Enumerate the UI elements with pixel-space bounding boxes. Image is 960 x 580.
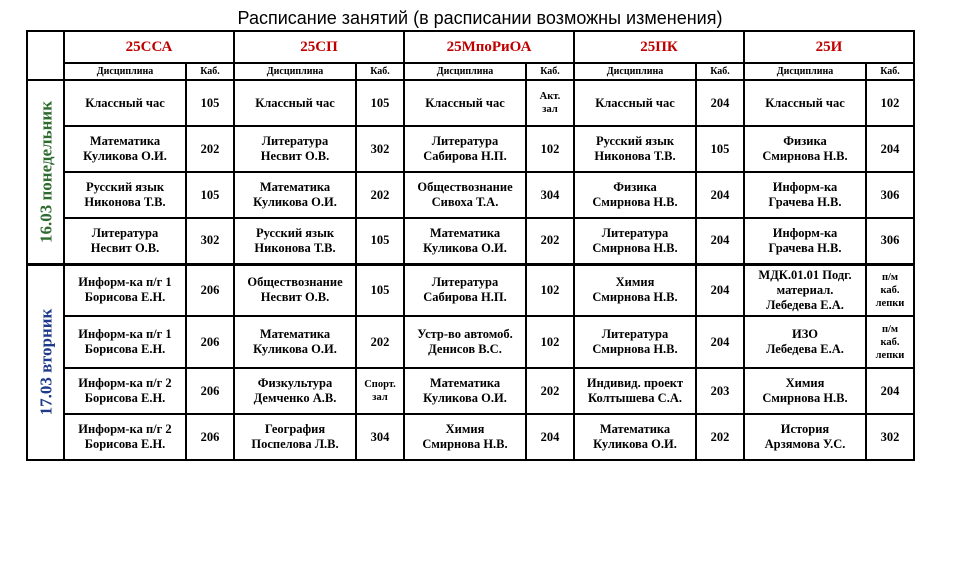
discipline-line: Индивид. проект [586,376,684,390]
room-line: 204 [710,334,730,349]
schedule-row [27,80,914,126]
room-cell [696,316,744,368]
room-cell [356,172,404,218]
discipline-cell [744,218,866,264]
discipline-line: Информ-ка [772,225,838,240]
discipline-line: Грачева Н.В. [768,240,842,255]
discipline-cell [64,126,186,172]
discipline-cell [234,172,356,218]
room-cell [186,126,234,172]
discipline-line: Информ-ка [772,180,838,194]
room-line: зал [542,104,558,115]
room-line: 202 [540,233,560,248]
discipline-line: Устр-во автомоб. [417,327,513,341]
room-line: 202 [540,383,560,398]
day-cell [27,264,64,460]
discipline-cell [234,218,356,264]
discipline-cell [404,126,526,172]
room-cell [356,316,404,368]
discipline-line: Смирнова Н.В. [592,290,678,305]
discipline-line: Информ-ка п/г 1 [78,275,172,290]
discipline-line: Смирнова Н.В. [592,342,678,356]
room-line: 105 [200,187,220,202]
discipline-line: Литература [601,225,669,240]
room-cell [866,316,914,368]
discipline-cell [404,80,526,126]
discipline-cell [744,264,866,316]
group-header-25ssa: 25ССА [64,31,234,63]
room-line: 204 [880,383,900,398]
group-header-25mporioa: 25МпоРиОА [404,31,574,63]
discipline-line: Несвит О.В. [90,240,160,255]
discipline-line: Лебедева Е.А. [766,297,844,312]
discipline-cell [64,264,186,316]
room-line: 206 [200,282,220,297]
discipline-line: Куликова О.И. [83,149,167,163]
room-line: 302 [370,141,390,156]
discipline-line: Арзямова У.С. [764,437,846,451]
discipline-line: Сабирова Н.П. [423,149,507,163]
discipline-line: Классный час [255,95,335,110]
room-line: каб. [880,336,900,348]
room-cell [526,316,574,368]
room-cell [526,172,574,218]
discipline-line: Никонова Т.В. [84,195,166,209]
room-line: 306 [880,187,900,202]
discipline-line: Куликова О.И. [253,342,337,356]
room-cell [526,264,574,316]
discipline-cell [574,172,696,218]
room-line: 102 [880,95,900,110]
discipline-line: Литература [431,275,499,290]
corner-cell [27,31,64,80]
room-line: 105 [370,282,390,297]
schedule-row [27,264,914,316]
schedule-row [27,368,914,414]
room-line: 304 [540,187,560,202]
group-header-25i: 25И [744,31,914,63]
discipline-line: Несвит О.В. [260,149,330,163]
schedule-row [27,414,914,460]
discipline-line: Литература [601,327,669,341]
discipline-line: Классный час [85,95,165,110]
discipline-line: МДК.01.01 Подг. [758,267,852,282]
discipline-cell [744,172,866,218]
discipline-line: Борисова Е.Н. [84,391,166,405]
room-line: 306 [880,233,900,248]
room-cell [526,80,574,126]
room-line: лепки [875,297,905,309]
room-cell [696,368,744,414]
room-cell [356,218,404,264]
discipline-cell [64,172,186,218]
discipline-cell [234,126,356,172]
room-line: 204 [710,233,730,248]
discipline-line: материал. [776,282,834,297]
room-line: зал [372,392,388,403]
discipline-line: Математика [259,327,331,341]
room-line: п/м [881,323,899,335]
discipline-line: Обществознание [247,275,343,290]
room-line: 105 [200,95,220,110]
group-header-25pk: 25ПК [574,31,744,63]
room-cell [526,368,574,414]
room-cell [526,218,574,264]
discipline-cell [744,316,866,368]
room-line: 105 [370,95,390,110]
room-cell [356,80,404,126]
discipline-line: Классный час [595,95,675,110]
discipline-cell [234,264,356,316]
room-line: 204 [540,429,560,444]
room-cell [186,80,234,126]
room-line: 204 [710,95,730,110]
discipline-header: Дисциплина [64,63,186,80]
discipline-line: Лебедева Е.А. [766,342,844,356]
room-cell [186,316,234,368]
discipline-cell [64,80,186,126]
discipline-cell [404,264,526,316]
room-line: 304 [370,429,390,444]
discipline-line: Литература [431,134,499,148]
discipline-line: Математика [429,225,501,240]
discipline-header: Дисциплина [234,63,356,80]
discipline-line: Классный час [425,95,505,110]
room-line: 206 [200,429,220,444]
day-cell [27,80,64,264]
discipline-line: Демченко А.В. [253,391,337,405]
discipline-line: География [264,422,326,436]
room-cell [186,172,234,218]
room-line: 102 [540,141,560,156]
room-line: 206 [200,383,220,398]
room-line: 102 [540,282,560,297]
discipline-line: Смирнова Н.В. [422,437,508,451]
room-cell [696,80,744,126]
room-cell [526,126,574,172]
room-line: 105 [370,233,390,248]
room-header: Каб. [186,63,234,80]
discipline-cell [404,218,526,264]
room-line: 102 [540,334,560,349]
discipline-line: Куликова О.И. [423,240,507,255]
room-line: лепки [875,349,905,361]
discipline-line: Денисов В.С. [428,342,502,356]
schedule-row [27,172,914,218]
day-label: 16.03 понедельник [36,100,55,243]
room-cell [696,264,744,316]
room-cell [866,172,914,218]
room-cell [356,414,404,460]
room-cell [866,126,914,172]
discipline-cell [234,368,356,414]
discipline-cell [404,414,526,460]
room-cell [186,414,234,460]
group-header-25sp: 25СП [234,31,404,63]
room-cell [356,126,404,172]
discipline-line: Русский язык [85,180,165,194]
room-header: Каб. [526,63,574,80]
discipline-cell [234,316,356,368]
discipline-line: Информ-ка п/г 1 [78,327,172,341]
discipline-line: Информ-ка п/г 2 [78,376,172,390]
discipline-header: Дисциплина [574,63,696,80]
discipline-cell [574,80,696,126]
discipline-cell [574,264,696,316]
discipline-line: Химия [785,376,825,390]
schedule-row [27,126,914,172]
room-cell [186,218,234,264]
discipline-cell [574,368,696,414]
discipline-line: Смирнова Н.В. [592,240,678,255]
discipline-line: Русский язык [595,134,675,148]
schedule-table [26,30,915,461]
discipline-line: Физика [613,180,657,194]
room-cell [356,264,404,316]
discipline-line: Колтышева С.А. [588,391,682,405]
discipline-line: Смирнова Н.В. [762,391,848,405]
room-line: 202 [370,334,390,349]
discipline-cell [234,414,356,460]
room-cell [186,264,234,316]
discipline-line: Никонова Т.В. [594,149,676,163]
room-cell [186,368,234,414]
subheader-row [27,63,914,80]
discipline-line: Смирнова Н.В. [762,149,848,163]
room-line: 203 [710,383,730,398]
discipline-line: Поспелова Л.В. [251,437,339,451]
discipline-cell [744,414,866,460]
discipline-line: Классный час [765,95,845,110]
room-cell [696,218,744,264]
discipline-cell [404,316,526,368]
discipline-line: Смирнова Н.В. [592,195,678,209]
room-line: 302 [880,429,900,444]
room-header: Каб. [356,63,404,80]
room-cell [696,126,744,172]
discipline-cell [64,368,186,414]
discipline-cell [404,368,526,414]
discipline-line: Борисова Е.Н. [84,290,166,305]
discipline-line: Сабирова Н.П. [423,290,507,305]
room-cell [526,414,574,460]
discipline-cell [64,414,186,460]
discipline-line: Литература [91,225,159,240]
room-cell [866,80,914,126]
discipline-line: Борисова Е.Н. [84,437,166,451]
discipline-line: Математика [89,134,161,148]
discipline-line: Русский язык [255,225,335,240]
discipline-line: Сивоха Т.А. [431,195,499,209]
discipline-line: Обществознание [417,180,513,194]
discipline-header: Дисциплина [744,63,866,80]
room-cell [866,218,914,264]
room-cell [866,414,914,460]
discipline-line: Информ-ка п/г 2 [78,422,172,436]
discipline-cell [744,368,866,414]
room-line: Спорт. [364,379,396,390]
room-line: 206 [200,334,220,349]
discipline-line: Несвит О.В. [260,290,330,305]
discipline-line: Химия [615,275,655,290]
room-line: 202 [710,429,730,444]
discipline-cell [64,218,186,264]
room-cell [696,172,744,218]
discipline-line: Куликова О.И. [593,437,677,451]
room-line: каб. [880,284,900,296]
discipline-cell [64,316,186,368]
discipline-line: Математика [599,422,671,436]
discipline-line: Грачева Н.В. [768,195,842,209]
discipline-line: ИЗО [791,327,819,341]
room-header: Каб. [696,63,744,80]
discipline-line: Физика [783,134,827,148]
discipline-line: Борисова Е.Н. [84,342,166,356]
discipline-line: Куликова О.И. [253,195,337,209]
room-line: 204 [710,282,730,297]
schedule-row [27,218,914,264]
room-cell [356,368,404,414]
discipline-header: Дисциплина [404,63,526,80]
day-label: 17.03 вторник [36,308,55,416]
room-header: Каб. [866,63,914,80]
discipline-line: Химия [445,422,485,436]
discipline-cell [404,172,526,218]
room-line: 202 [200,141,220,156]
discipline-line: Физкультура [257,376,333,390]
discipline-cell [574,218,696,264]
schedule-row [27,316,914,368]
discipline-cell [744,80,866,126]
room-cell [866,264,914,316]
discipline-cell [574,126,696,172]
discipline-cell [574,414,696,460]
room-line: Акт. [539,91,561,102]
page-title: Расписание занятий (в расписании возможны изменения) [237,8,723,28]
room-line: п/м [881,271,899,283]
discipline-line: Литература [261,134,329,148]
room-line: 204 [710,187,730,202]
room-line: 302 [200,233,220,248]
room-line: 202 [370,187,390,202]
group-header-row [27,31,914,63]
discipline-cell [234,80,356,126]
discipline-cell [574,316,696,368]
discipline-line: Математика [259,180,331,194]
room-line: 204 [880,141,900,156]
room-cell [866,368,914,414]
discipline-cell [744,126,866,172]
discipline-line: Математика [429,376,501,390]
discipline-line: Куликова О.И. [423,391,507,405]
discipline-line: Никонова Т.В. [254,240,336,255]
room-line: 105 [710,141,730,156]
room-cell [696,414,744,460]
discipline-line: История [780,422,830,436]
